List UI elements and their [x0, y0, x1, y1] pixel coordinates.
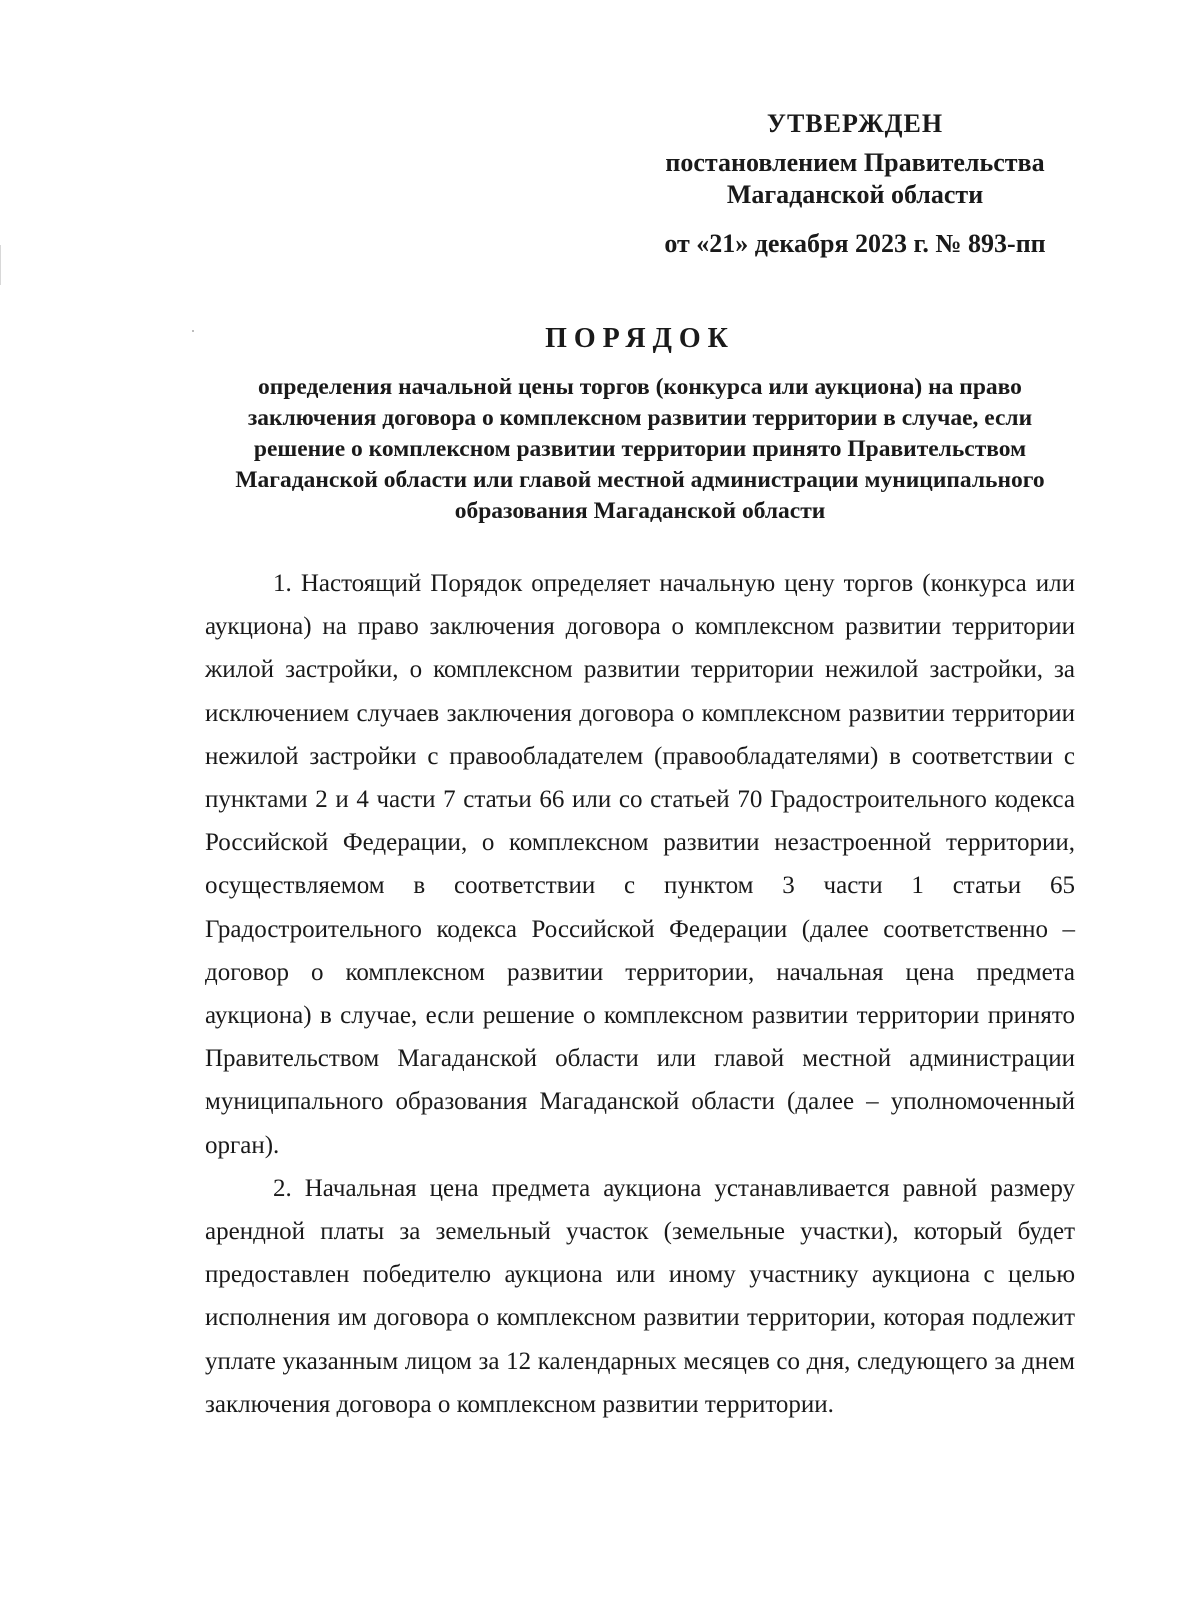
scan-artifact-dot — [192, 330, 194, 332]
approval-title: УТВЕРЖДЕН — [766, 109, 944, 138]
paragraph-1: 1. Настоящий Порядок определяет начальную цену торгов (конкурса или аукциона) на право заключения договора о комплексном развитии территории жилой застройки, о комплексном развитии территории нежилой застройки, за исключением случаев заключения договора о комплексном развитии территории нежилой застройки с правообладателем (правообладателями) в соответствии с пунктами 2 и 4 части 7 статьи 66 или со статьей 70 Градостроительного кодекса Российской Федерации, о комплексном развитии незастроенной территории, осуществляемом в соответствии с пунктом 3 части 1 статьи 65 Градостроительного кодекса Российской Федерации (далее соответственно – договор о комплексном развитии территории, начальная цена предмета аукциона) в случае, если решение о комплексном развитии территории принято Правительством Магаданской области или главой местной администрации муниципального образования Магаданской области (далее – уполномоченный орган). — [205, 570, 1075, 1159]
paragraph-2: 2. Начальная цена предмета аукциона устанавливается равной размеру арендной платы за земельный участок (земельные участки), который будет предоставлен победителю аукциона или иному участнику аукциона с целью исполнения им договора о комплексном развитии территории, которая подлежит уплате указанным лицом за 12 календарных месяцев со дня, следующего за днем заключения договора о комплексном развитии территории. — [205, 1174, 1075, 1418]
document-subtitle: определения начальной цены торгов (конкурса или аукциона) на право заключения договора о комплексном развитии территории в случае, если решение о комплексном развитии территории принято Правительством Магаданской области или главой местной администрации муниципального образования Магаданской области — [235, 374, 1045, 524]
approval-date: от «21» декабря 2023 г. № 893-пп — [664, 229, 1046, 258]
approval-authority — [640, 147, 1070, 211]
approval-authority-line-2: Магаданской области — [726, 180, 984, 209]
document-body — [205, 562, 1075, 1426]
approval-authority-line-1: постановлением Правительства — [665, 148, 1045, 177]
scan-artifact — [0, 245, 1, 285]
document-title: ПОРЯДОК — [545, 323, 735, 354]
